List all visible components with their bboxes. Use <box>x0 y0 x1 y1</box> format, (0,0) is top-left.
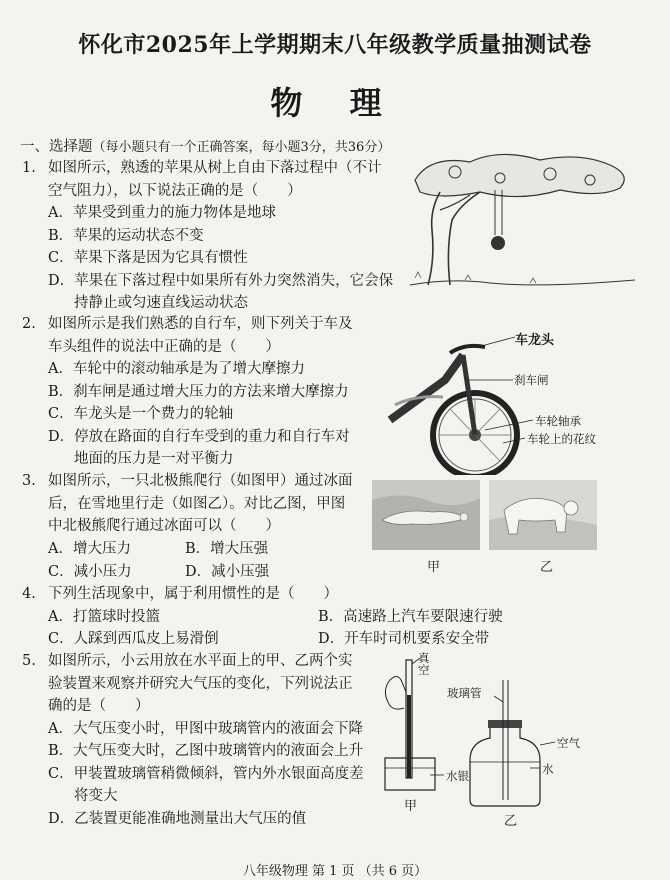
label-yi-5: 乙 <box>504 814 518 829</box>
question-stem-line: 如图所示是我们熟悉的自行车，则下列关于车及 <box>48 316 353 332</box>
label-jia: 甲 <box>427 560 441 575</box>
label-brake: 刹车闸 <box>514 373 549 387</box>
label-mercury: 水银 <box>446 769 469 783</box>
option-2c: C．车龙头是一个费力的轮轴 <box>48 406 234 422</box>
question-stem-line: 如图所示，熟透的苹果从树上自由下落过程中（不计 <box>48 160 382 176</box>
option-4c: C．人踩到西瓜皮上易滑倒 <box>48 631 219 647</box>
label-bearing: 车轮轴承 <box>535 414 581 428</box>
page-footer: 八年级物理 第 1 页 （共 6 页） <box>242 864 428 879</box>
option-2a: A．车轮中的滚动轴承是为了增大摩擦力 <box>48 361 305 377</box>
section-note: （每小题只有一个正确答案，每小题3分，共36分） <box>92 140 391 155</box>
option-3c: C．减小压力 <box>48 563 132 580</box>
section-label: 一、选择题 <box>20 139 93 155</box>
label-jia-5: 甲 <box>404 799 418 814</box>
option-3d: D．减小压强 <box>185 563 270 580</box>
question-number: 3. <box>22 473 36 489</box>
section-heading <box>20 135 390 156</box>
option-1c: C．苹果下落是因为它具有惯性 <box>48 250 248 266</box>
polar-bear-figure-yi <box>489 480 597 550</box>
question-stem-line: 如图所示，小云用放在水平面上的甲、乙两个实 <box>48 653 353 669</box>
polar-bear-figure-jia <box>372 480 480 550</box>
option-4b: B．高速路上汽车要限速行驶 <box>318 608 503 625</box>
question-stem-line: 下列生活现象中，属于利用惯性的是（ ） <box>48 586 338 602</box>
question-stem-line: 确的是（ ） <box>48 698 150 714</box>
option-1d: D．苹果在下落过程中如果所有外力突然消失，它会保 <box>48 272 394 289</box>
option-5a: A．大气压变小时，甲图中玻璃管内的液面会下降 <box>48 720 363 737</box>
option-4a: A．打篮球时投篮 <box>48 608 160 625</box>
label-water: 水 <box>542 762 554 776</box>
question-stem-line: 中北极熊爬行通过冰面可以（ ） <box>48 518 280 534</box>
option-2d: D．停放在路面的自行车受到的重力和自行车对 <box>48 428 350 445</box>
question-stem-line: 车头组件的说法中正确的是（ ） <box>48 338 280 355</box>
option-3a: A．增大压力 <box>48 541 131 557</box>
label-handlebar: 车龙头 <box>515 333 555 348</box>
subject-title: 物 理 <box>270 84 400 122</box>
option-5b: B．大气压变大时，乙图中玻璃管内的液面会上升 <box>48 743 364 759</box>
question-stem-line: 后，在雪地里行走（如图乙）。对比乙图，甲图 <box>48 495 346 512</box>
label-yi: 乙 <box>540 560 554 575</box>
option-3b: B．增大压强 <box>185 541 269 557</box>
question-stem-line: 空气阻力），以下说法正确的是（ ） <box>48 182 302 199</box>
option-1a: A．苹果受到重力的施力物体是地球 <box>48 205 276 221</box>
option-2d-continued: 地面的压力是一对平衡力 <box>74 451 234 467</box>
question-stem-line: 验装置来观察并研究大气压的变化，下列说法正 <box>48 675 353 692</box>
question-stem-line: 如图所示，一只北极熊爬行（如图甲）通过冰面 <box>48 473 353 489</box>
option-1b: B．苹果的运动状态不变 <box>48 227 204 244</box>
option-5c: C．甲装置玻璃管稍微倾斜，管内外水银面高度差 <box>48 765 364 782</box>
question-number: 4. <box>22 586 36 602</box>
option-5d: D．乙装置更能准确地测量出大气压的值 <box>48 810 307 827</box>
label-glass-tube: 玻璃管 <box>447 686 482 700</box>
option-5c-continued: 将变大 <box>74 788 118 804</box>
label-air: 空气 <box>557 736 580 750</box>
apple-tree-figure <box>410 150 635 290</box>
question-number: 1. <box>22 160 36 176</box>
question-number: 2. <box>22 316 36 332</box>
exam-title: 怀化市2025年上学期期末八年级教学质量抽测试卷 <box>78 32 592 58</box>
option-4d: D．开车时司机要系安全带 <box>318 631 490 647</box>
label-vacuum: 真空 <box>418 651 430 677</box>
label-tread: 车轮上的花纹 <box>527 432 596 446</box>
option-1d-continued: 持静止或匀速直线运动状态 <box>74 295 248 311</box>
question-number: 5. <box>22 653 36 669</box>
option-2b: B．刹车闸是通过增大压力的方法来增大摩擦力 <box>48 383 349 400</box>
